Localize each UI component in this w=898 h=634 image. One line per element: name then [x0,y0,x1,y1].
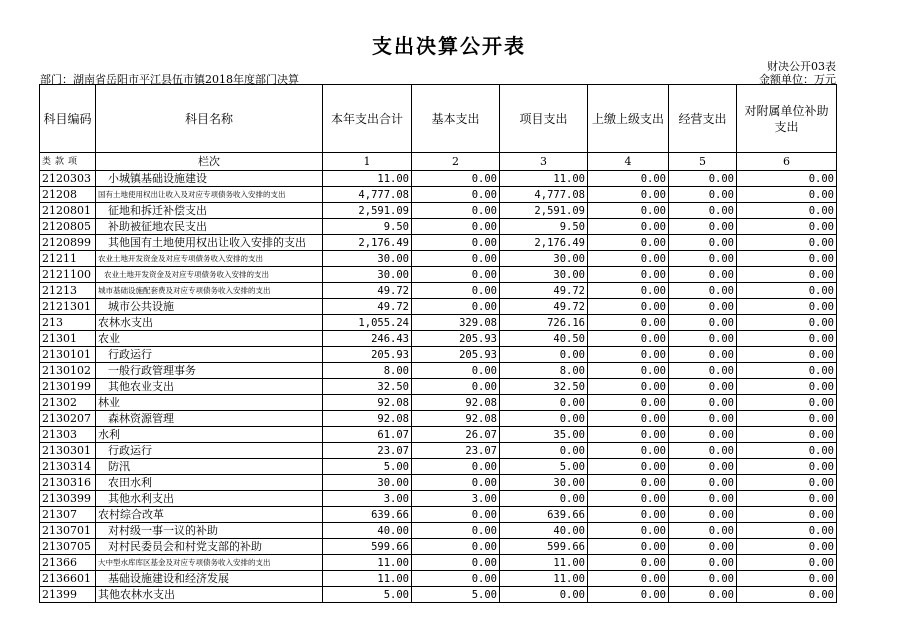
department-label: 部门：湖南省岳阳市平江县伍市镇2018年度部门决算 [40,73,299,86]
row-name: 森林资源管理 [96,411,323,427]
table-row [40,491,837,507]
row-code: 2130102 [40,363,96,379]
row-basic: 0.00 [412,363,500,379]
row-code: 2130314 [40,459,96,475]
row-code: 2120899 [40,235,96,251]
row-business: 0.00 [669,251,737,267]
row-code: 21208 [40,187,96,203]
row-upper: 0.00 [588,411,669,427]
row-total: 49.72 [323,283,412,299]
row-subsidy: 0.00 [737,299,837,315]
row-business: 0.00 [669,267,737,283]
row-total: 2,591.09 [323,203,412,219]
row-project: 0.00 [500,587,588,603]
row-code: 2136601 [40,571,96,587]
row-business: 0.00 [669,219,737,235]
row-project: 639.66 [500,507,588,523]
row-subsidy: 0.00 [737,171,837,187]
row-basic: 92.08 [412,411,500,427]
row-subsidy: 0.00 [737,475,837,491]
row-total: 92.08 [323,411,412,427]
row-name: 农业土地开发资金及对应专项债务收入安排的支出 [96,267,323,283]
row-code: 21301 [40,331,96,347]
row-upper: 0.00 [588,523,669,539]
row-basic: 0.00 [412,171,500,187]
row-name: 城市公共设施 [96,299,323,315]
row-basic: 26.07 [412,427,500,443]
row-name: 农业土地开发资金及对应专项债务收入安排的支出 [96,251,323,267]
row-business: 0.00 [669,395,737,411]
row-total: 11.00 [323,571,412,587]
table-row [40,507,837,523]
row-basic: 0.00 [412,475,500,491]
table-row [40,299,837,315]
row-code: 21366 [40,555,96,571]
row-business: 0.00 [669,411,737,427]
row-name: 农田水利 [96,475,323,491]
row-code: 2120303 [40,171,96,187]
table-row [40,555,837,571]
row-subsidy: 0.00 [737,331,837,347]
row-total: 8.00 [323,363,412,379]
row-name: 征地和拆迁补偿支出 [96,203,323,219]
row-code: 21213 [40,283,96,299]
row-project: 0.00 [500,395,588,411]
table-row [40,411,837,427]
row-subsidy: 0.00 [737,427,837,443]
row-project: 599.66 [500,539,588,555]
row-subsidy: 0.00 [737,587,837,603]
table-body [40,171,837,603]
row-total: 32.50 [323,379,412,395]
table-row [40,235,837,251]
header-business: 经营支出 [669,85,737,153]
header-code: 科目编码 [40,85,96,153]
row-total: 639.66 [323,507,412,523]
row-code: 2121301 [40,299,96,315]
row-project: 8.00 [500,363,588,379]
col-num-2: 2 [412,153,500,171]
row-name: 对村民委员会和村党支部的补助 [96,539,323,555]
row-total: 9.50 [323,219,412,235]
header-name: 科目名称 [96,85,323,153]
row-subsidy: 0.00 [737,395,837,411]
col-num-1: 1 [323,153,412,171]
row-business: 0.00 [669,555,737,571]
row-total: 40.00 [323,523,412,539]
row-project: 11.00 [500,571,588,587]
row-subsidy: 0.00 [737,187,837,203]
row-total: 3.00 [323,491,412,507]
header-project: 项目支出 [500,85,588,153]
header-class: 类 [42,157,52,167]
row-code: 2130705 [40,539,96,555]
table-row [40,459,837,475]
row-basic: 205.93 [412,347,500,363]
row-basic: 0.00 [412,299,500,315]
row-name: 农村综合改革 [96,507,323,523]
unit-label: 金额单位：万元 [759,73,836,86]
row-upper: 0.00 [588,491,669,507]
row-total: 61.07 [323,427,412,443]
table-row [40,171,837,187]
row-name: 大中型水库库区基金及对应专项债务收入安排的支出 [96,555,323,571]
row-project: 5.00 [500,459,588,475]
row-business: 0.00 [669,187,737,203]
row-upper: 0.00 [588,203,669,219]
row-upper: 0.00 [588,571,669,587]
row-subsidy: 0.00 [737,267,837,283]
row-project: 30.00 [500,251,588,267]
row-project: 35.00 [500,427,588,443]
row-project: 9.50 [500,219,588,235]
row-name: 一般行政管理事务 [96,363,323,379]
row-upper: 0.00 [588,507,669,523]
table-row [40,427,837,443]
table-row [40,315,837,331]
row-business: 0.00 [669,491,737,507]
row-business: 0.00 [669,587,737,603]
table-row [40,443,837,459]
row-project: 2,176.49 [500,235,588,251]
row-code: 21211 [40,251,96,267]
col-num-4: 4 [588,153,669,171]
table-row [40,347,837,363]
row-name: 其他农林水支出 [96,587,323,603]
row-upper: 0.00 [588,187,669,203]
row-business: 0.00 [669,379,737,395]
row-name: 对村级一事一议的补助 [96,523,323,539]
row-subsidy: 0.00 [737,363,837,379]
row-basic: 0.00 [412,235,500,251]
header-kuan: 款 [55,157,65,167]
form-number: 财决公开03表 [767,60,836,73]
row-subsidy: 0.00 [737,203,837,219]
header-basic: 基本支出 [412,85,500,153]
row-name: 基础设施建设和经济发展 [96,571,323,587]
row-total: 23.07 [323,443,412,459]
row-business: 0.00 [669,331,737,347]
row-project: 2,591.09 [500,203,588,219]
row-business: 0.00 [669,347,737,363]
row-subsidy: 0.00 [737,507,837,523]
row-code: 2130301 [40,443,96,459]
table-row [40,523,837,539]
table-row [40,571,837,587]
row-business: 0.00 [669,203,737,219]
table-row [40,267,837,283]
row-code: 21307 [40,507,96,523]
row-subsidy: 0.00 [737,219,837,235]
row-code: 2130399 [40,491,96,507]
table-row [40,187,837,203]
row-upper: 0.00 [588,283,669,299]
row-code: 2120801 [40,203,96,219]
row-subsidy: 0.00 [737,443,837,459]
header-upper: 上缴上级支出 [588,85,669,153]
row-name: 农林水支出 [96,315,323,331]
row-project: 32.50 [500,379,588,395]
row-upper: 0.00 [588,427,669,443]
row-upper: 0.00 [588,219,669,235]
table-row [40,475,837,491]
row-total: 4,777.08 [323,187,412,203]
row-code: 2130207 [40,411,96,427]
row-business: 0.00 [669,363,737,379]
row-upper: 0.00 [588,363,669,379]
row-subsidy: 0.00 [737,539,837,555]
row-basic: 329.08 [412,315,500,331]
row-business: 0.00 [669,539,737,555]
row-subsidy: 0.00 [737,523,837,539]
row-code: 2130199 [40,379,96,395]
row-basic: 5.00 [412,587,500,603]
row-project: 30.00 [500,267,588,283]
row-subsidy: 0.00 [737,459,837,475]
row-business: 0.00 [669,571,737,587]
row-name: 农业 [96,331,323,347]
row-project: 0.00 [500,347,588,363]
row-name: 小城镇基础设施建设 [96,171,323,187]
row-code: 2120805 [40,219,96,235]
row-name: 水利 [96,427,323,443]
row-subsidy: 0.00 [737,283,837,299]
row-total: 2,176.49 [323,235,412,251]
row-project: 11.00 [500,171,588,187]
row-name: 国有土地使用权出让收入及对应专项债务收入安排的支出 [96,187,323,203]
row-project: 30.00 [500,475,588,491]
row-project: 4,777.08 [500,187,588,203]
row-business: 0.00 [669,235,737,251]
row-code: 2121100 [40,267,96,283]
table-row [40,203,837,219]
row-upper: 0.00 [588,395,669,411]
row-project: 11.00 [500,555,588,571]
row-project: 40.00 [500,523,588,539]
row-upper: 0.00 [588,443,669,459]
row-total: 92.08 [323,395,412,411]
row-name: 行政运行 [96,347,323,363]
row-business: 0.00 [669,283,737,299]
row-basic: 0.00 [412,267,500,283]
row-upper: 0.00 [588,587,669,603]
row-basic: 0.00 [412,555,500,571]
row-code: 2130316 [40,475,96,491]
row-business: 0.00 [669,171,737,187]
row-name: 补助被征地农民支出 [96,219,323,235]
row-business: 0.00 [669,475,737,491]
row-basic: 0.00 [412,571,500,587]
row-basic: 205.93 [412,331,500,347]
row-total: 30.00 [323,475,412,491]
header-subsidy: 对附属单位补助支出 [737,85,837,153]
page-title: 支出决算公开表 [372,34,526,58]
row-business: 0.00 [669,459,737,475]
row-business: 0.00 [669,523,737,539]
row-business: 0.00 [669,315,737,331]
row-basic: 0.00 [412,251,500,267]
table-row [40,539,837,555]
row-basic: 0.00 [412,523,500,539]
row-upper: 0.00 [588,379,669,395]
row-basic: 0.00 [412,219,500,235]
row-code: 213 [40,315,96,331]
row-subsidy: 0.00 [737,379,837,395]
row-subsidy: 0.00 [737,571,837,587]
table-row [40,363,837,379]
row-code: 2130101 [40,347,96,363]
row-upper: 0.00 [588,299,669,315]
row-basic: 0.00 [412,187,500,203]
row-basic: 3.00 [412,491,500,507]
row-upper: 0.00 [588,315,669,331]
row-name: 其他农业支出 [96,379,323,395]
row-code: 21303 [40,427,96,443]
row-upper: 0.00 [588,555,669,571]
row-basic: 0.00 [412,203,500,219]
expenditure-table [39,84,837,603]
row-subsidy: 0.00 [737,491,837,507]
row-subsidy: 0.00 [737,235,837,251]
row-name: 林业 [96,395,323,411]
row-total: 205.93 [323,347,412,363]
table-row [40,395,837,411]
table-row [40,251,837,267]
row-name: 城市基础设施配套费及对应专项债务收入安排的支出 [96,283,323,299]
row-business: 0.00 [669,299,737,315]
table-row [40,283,837,299]
table-row [40,587,837,603]
row-upper: 0.00 [588,475,669,491]
row-subsidy: 0.00 [737,251,837,267]
row-project: 40.50 [500,331,588,347]
row-upper: 0.00 [588,235,669,251]
col-num-3: 3 [500,153,588,171]
row-total: 246.43 [323,331,412,347]
table-row [40,219,837,235]
row-upper: 0.00 [588,347,669,363]
row-subsidy: 0.00 [737,555,837,571]
row-project: 49.72 [500,299,588,315]
row-basic: 92.08 [412,395,500,411]
row-name: 防汛 [96,459,323,475]
row-basic: 0.00 [412,379,500,395]
row-total: 11.00 [323,555,412,571]
row-upper: 0.00 [588,331,669,347]
row-basic: 0.00 [412,539,500,555]
row-business: 0.00 [669,507,737,523]
row-name: 行政运行 [96,443,323,459]
row-upper: 0.00 [588,267,669,283]
row-name: 其他水利支出 [96,491,323,507]
row-project: 0.00 [500,443,588,459]
header-total: 本年支出合计 [323,85,412,153]
row-project: 0.00 [500,491,588,507]
row-total: 11.00 [323,171,412,187]
row-code: 21302 [40,395,96,411]
row-total: 30.00 [323,267,412,283]
row-project: 0.00 [500,411,588,427]
col-num-5: 5 [669,153,737,171]
row-subsidy: 0.00 [737,411,837,427]
row-subsidy: 0.00 [737,347,837,363]
row-total: 5.00 [323,459,412,475]
row-upper: 0.00 [588,251,669,267]
row-total: 30.00 [323,251,412,267]
row-business: 0.00 [669,443,737,459]
table-row [40,379,837,395]
row-total: 5.00 [323,587,412,603]
row-project: 726.16 [500,315,588,331]
header-class-letters [40,153,96,171]
row-basic: 0.00 [412,283,500,299]
row-basic: 23.07 [412,443,500,459]
row-upper: 0.00 [588,459,669,475]
row-upper: 0.00 [588,539,669,555]
row-subsidy: 0.00 [737,315,837,331]
row-project: 49.72 [500,283,588,299]
header-col-label: 栏次 [96,153,323,171]
row-business: 0.00 [669,427,737,443]
row-code: 21399 [40,587,96,603]
row-total: 49.72 [323,299,412,315]
header-xiang: 项 [68,157,78,167]
row-code: 2130701 [40,523,96,539]
table-row [40,331,837,347]
row-total: 599.66 [323,539,412,555]
row-upper: 0.00 [588,171,669,187]
row-total: 1,055.24 [323,315,412,331]
row-name: 其他国有土地使用权出让收入安排的支出 [96,235,323,251]
row-basic: 0.00 [412,459,500,475]
col-num-6: 6 [737,153,837,171]
row-basic: 0.00 [412,507,500,523]
